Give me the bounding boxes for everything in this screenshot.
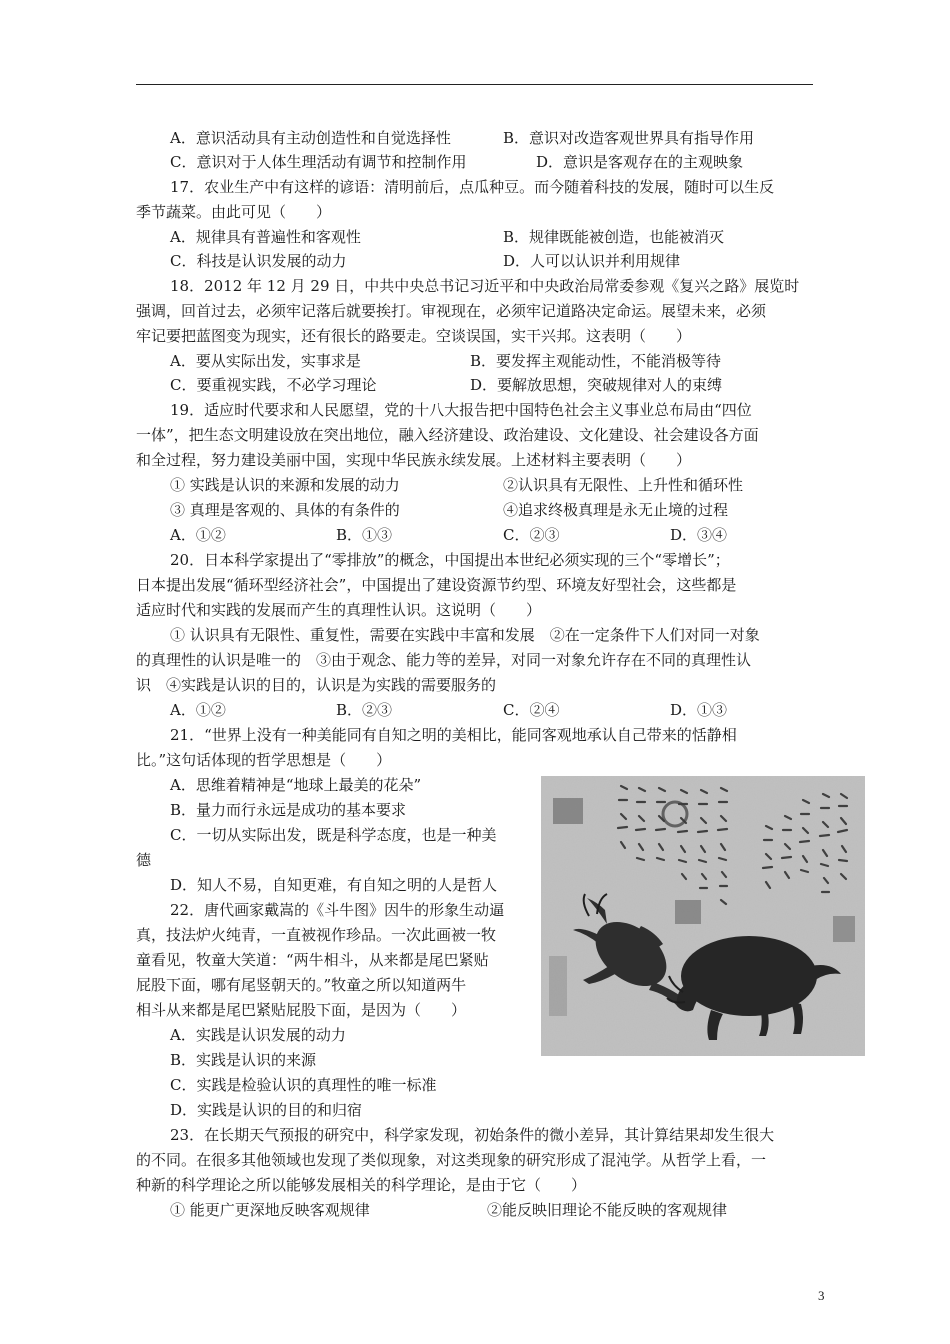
- q20-option-c: C．②④: [503, 701, 560, 719]
- q17-option-a: A．规律具有普遍性和客观性: [170, 228, 361, 246]
- q19-option-a: A．①②: [170, 526, 226, 544]
- q21-option-c: C．一切从实际出发，既是科学态度，也是一种美: [170, 826, 497, 844]
- q16-option-c: C．意识对于人体生理活动有调节和控制作用: [170, 153, 467, 171]
- q19-statement-3: ③ 真理是客观的、具体的有条件的: [170, 501, 400, 519]
- q17-stem-line: 季节蔬菜。由此可见（ ）: [136, 203, 332, 221]
- q20-stem-line: 适应时代和实践的发展而产生的真理性认识。这说明（ ）: [136, 601, 542, 619]
- q23-stem-line: 的不同。在很多其他领域也发现了类似现象，对这类现象的研究形成了混沌学。从哲学上看，一: [136, 1151, 767, 1169]
- q18-stem-line: 18．2012 年 12 月 29 日，中共中央总书记习近平和中央政治局常委参观《复兴之路》展览时: [170, 277, 800, 295]
- q21-option-d: D．知人不易，自知更难，有自知之明的人是哲人: [170, 876, 498, 894]
- q18-stem-line: 强调，回首过去，必须牢记落后就要挨打。审视现在，必须牢记道路决定命运。展望未来，必须: [136, 302, 767, 320]
- page-number: 3: [818, 1288, 825, 1303]
- q21-option-b: B．量力而行永远是成功的基本要求: [170, 801, 407, 819]
- q23-stem-line: 种新的科学理论之所以能够发展相关的科学理论，是由于它（ ）: [136, 1176, 587, 1194]
- q22-option-c: C．实践是检验认识的真理性的唯一标准: [170, 1076, 437, 1094]
- q17-stem-line: 17．农业生产中有这样的谚语：清明前后，点瓜种豆。而今随着科技的发展，随时可以生反: [170, 178, 775, 196]
- q20-stem-line: 日本提出发展“循环型经济社会”，中国提出了建设资源节约型、环境友好型社会，这些都是: [136, 576, 737, 594]
- q19-statement-4: ④追求终极真理是永无止境的过程: [503, 501, 729, 519]
- q20-statements-line: ① 认识具有无限性、重复性，需要在实践中丰富和发展 ②在一定条件下人们对同一对象: [170, 626, 760, 644]
- q21-option-c-continued: 德: [136, 851, 152, 869]
- q21-option-a: A．思维着精神是“地球上最美的花朵”: [170, 776, 422, 794]
- q23-statement-1: ① 能更广更深地反映客观规律: [170, 1201, 370, 1219]
- q23-stem-line: 23．在长期天气预报的研究中，科学家发现，初始条件的微小差异，其计算结果却发生很大: [170, 1126, 775, 1144]
- q18-option-c: C．要重视实践，不必学习理论: [170, 376, 377, 394]
- q21-stem-line: 21．“世界上没有一种美能同有自知之明的美相比，能同客观地承认自己带来的恬静相: [170, 726, 737, 744]
- fighting-bulls-painting: [541, 776, 865, 1056]
- q20-statements-line: 的真理性的认识是唯一的 ③由于观念、能力等的差异，对同一对象允许存在不同的真理性认: [136, 651, 752, 669]
- q23-statement-2: ②能反映旧理论不能反映的客观规律: [487, 1201, 728, 1219]
- q19-option-b: B．①③: [336, 526, 393, 544]
- q20-option-b: B．②③: [336, 701, 393, 719]
- q16-option-d: D．意识是客观存在的主观映象: [536, 153, 744, 171]
- q19-option-c: C．②③: [503, 526, 560, 544]
- q19-statement-1: ① 实践是认识的来源和发展的动力: [170, 476, 400, 494]
- q19-stem-line: 和全过程，努力建设美丽中国，实现中华民族永续发展。上述材料主要表明（ ）: [136, 451, 692, 469]
- q22-option-b: B．实践是认识的来源: [170, 1051, 317, 1069]
- q19-statement-2: ②认识具有无限性、上升性和循环性: [503, 476, 744, 494]
- q17-option-d: D．人可以认识并利用规律: [503, 252, 681, 270]
- q22-stem-line: 22．唐代画家戴嵩的《斗牛图》因牛的形象生动逼: [170, 901, 505, 919]
- q19-option-d: D．③④: [670, 526, 728, 544]
- q22-stem-line: 真，技法炉火纯青，一直被视作珍品。一次此画被一牧: [136, 926, 497, 944]
- header-rule: [136, 84, 813, 85]
- q20-option-a: A．①②: [170, 701, 226, 719]
- q18-option-b: B．要发挥主观能动性，不能消极等待: [470, 352, 722, 370]
- q18-option-d: D．要解放思想，突破规律对人的束缚: [470, 376, 723, 394]
- q21-stem-line: 比。”这句话体现的哲学思想是（ ）: [136, 751, 392, 769]
- q16-option-b: B．意识对改造客观世界具有指导作用: [503, 129, 755, 147]
- q22-stem-line: 屁股下面，哪有尾竖朝天的。”牧童之所以知道两牛: [136, 976, 467, 994]
- q18-option-a: A．要从实际出发，实事求是: [170, 352, 361, 370]
- q19-stem-line: 一体”，把生态文明建设放在突出地位，融入经济建设、政治建设、文化建设、社会建设各方面: [136, 426, 759, 444]
- q20-statements-line: 识 ④实践是认识的目的，认识是为实践的需要服务的: [136, 676, 497, 694]
- q22-option-d: D．实践是认识的目的和归宿: [170, 1101, 363, 1119]
- q17-option-c: C．科技是认识发展的动力: [170, 252, 347, 270]
- q20-stem-line: 20．日本科学家提出了“零排放”的概念，中国提出本世纪必须实现的三个“零增长”；: [170, 551, 730, 569]
- q17-option-b: B．规律既能被创造，也能被消灭: [503, 228, 725, 246]
- q19-stem-line: 19．适应时代要求和人民愿望，党的十八大报告把中国特色社会主义事业总布局由“四位: [170, 401, 752, 419]
- q22-option-a: A．实践是认识发展的动力: [170, 1026, 346, 1044]
- q22-stem-line: 童看见，牧童大笑道：“两牛相斗，从来都是尾巴紧贴: [136, 951, 489, 969]
- q20-option-d: D．①③: [670, 701, 728, 719]
- q18-stem-line: 牢记要把蓝图变为现实，还有很长的路要走。空谈误国，实干兴邦。这表明（ ）: [136, 327, 692, 345]
- q16-option-a: A．意识活动具有主动创造性和自觉选择性: [170, 129, 451, 147]
- q22-stem-line: 相斗从来都是尾巴紧贴屁股下面，是因为（ ）: [136, 1001, 467, 1019]
